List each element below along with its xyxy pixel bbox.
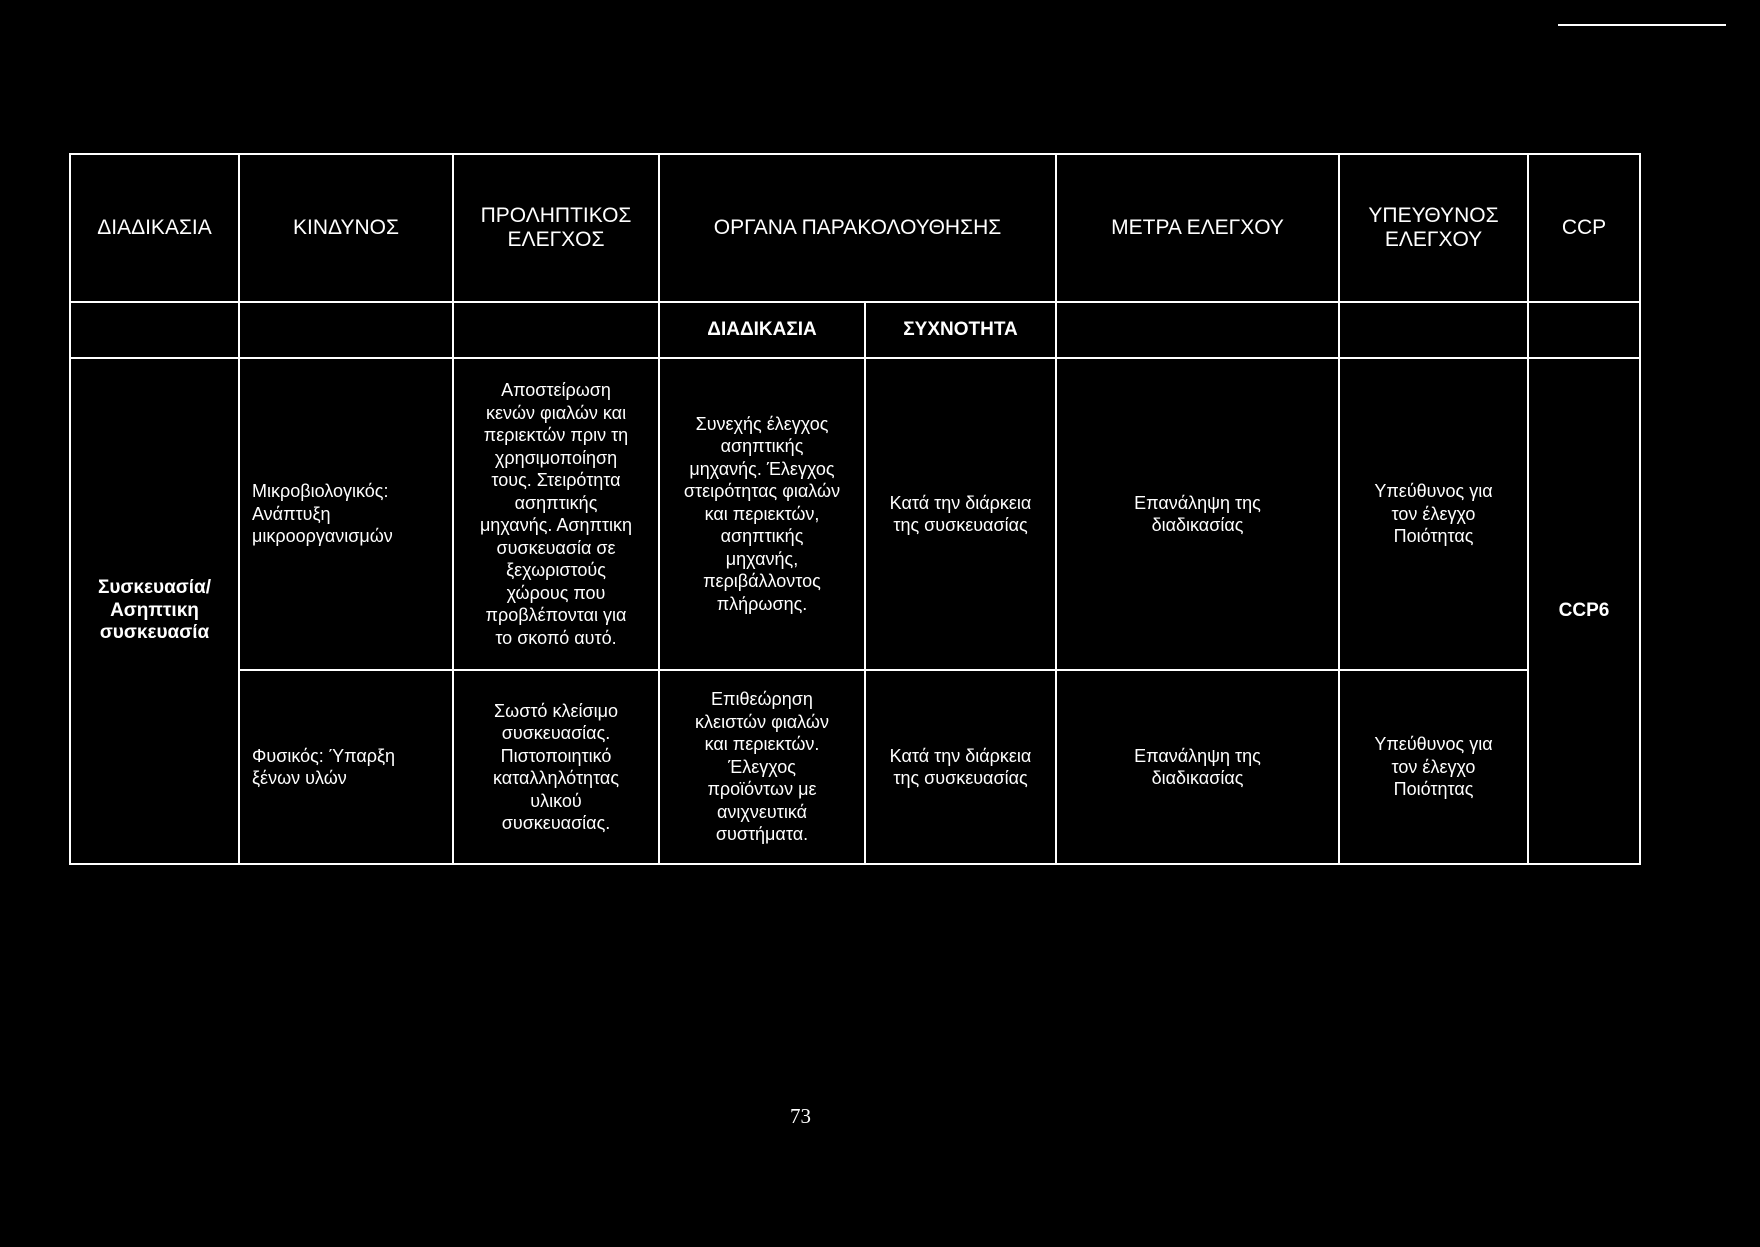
procedure-cell: Επιθεώρηση κλειστών φιαλών και περιεκτών. Έλεγχος προϊόντων με ανιχνευτικά συστήματα. <box>659 670 865 864</box>
subheader-frequency: ΣΥΧΝΟΤΗΤΑ <box>865 302 1056 358</box>
header-ccp: CCP <box>1528 154 1640 302</box>
table-row <box>70 670 1640 864</box>
header-process: ΔΙΑΔΙΚΑΣΙΑ <box>70 154 239 302</box>
control-cell: Επανάληψη της διαδικασίας <box>1056 358 1339 670</box>
subheader-procedure: ΔΙΑΔΙΚΑΣΙΑ <box>659 302 865 358</box>
header-control: ΜΕΤΡΑ ΕΛΕΓΧΟΥ <box>1056 154 1339 302</box>
header-hazard: ΚΙΝΔΥΝΟΣ <box>239 154 453 302</box>
top-rule <box>1558 24 1726 26</box>
table-row <box>70 358 1640 670</box>
header-row <box>70 154 1640 302</box>
preventive-cell: Σωστό κλείσιμο συσκευασίας. Πιστοποιητικό καταλληλότητας υλικού συσκευασίας. <box>453 670 659 864</box>
header-preventive: ΠΡΟΛΗΠΤΙΚΟΣ ΕΛΕΓΧΟΣ <box>453 154 659 302</box>
subheader-row <box>70 302 1640 358</box>
frequency-cell: Κατά την διάρκεια της συσκευασίας <box>865 358 1056 670</box>
responsible-cell: Υπεύθυνος για τον έλεγχο Ποιότητας <box>1339 670 1528 864</box>
header-responsible: ΥΠΕΥΘΥΝΟΣ ΕΛΕΓΧΟΥ <box>1339 154 1528 302</box>
procedure-cell: Συνεχής έλεγχος ασηπτικής μηχανής. Έλεγχος στειρότητας φιαλών και περιεκτών, ασηπτικής μηχανής, περιβάλλοντος πλήρωσης. <box>659 358 865 670</box>
hazard-cell: Μικροβιολογικός: Ανάπτυξη μικροοργανισμών <box>239 358 453 670</box>
haccp-table <box>69 153 1641 865</box>
hazard-cell: Φυσικός: Ύπαρξη ξένων υλών <box>239 670 453 864</box>
preventive-cell: Αποστείρωση κενών φιαλών και περιεκτών πριν τη χρησιμοποίηση τους. Στειρότητα ασηπτικής μηχανής. Ασηπτικη συσκευασία σε ξεχωριστούς χώρους που προβλέπονται για το σκοπό αυτό. <box>453 358 659 670</box>
control-cell: Επανάληψη της διαδικασίας <box>1056 670 1339 864</box>
page-number: 73 <box>790 1104 811 1128</box>
responsible-cell: Υπεύθυνος για τον έλεγχο Ποιότητας <box>1339 358 1528 670</box>
ccp-cell: CCP6 <box>1528 358 1640 864</box>
frequency-cell: Κατά την διάρκεια της συσκευασίας <box>865 670 1056 864</box>
header-monitoring: ΟΡΓΑΝΑ ΠΑΡΑΚΟΛΟΥΘΗΣΗΣ <box>659 154 1056 302</box>
process-cell: Συσκευασία/ Ασηπτικη συσκευασία <box>70 358 239 864</box>
